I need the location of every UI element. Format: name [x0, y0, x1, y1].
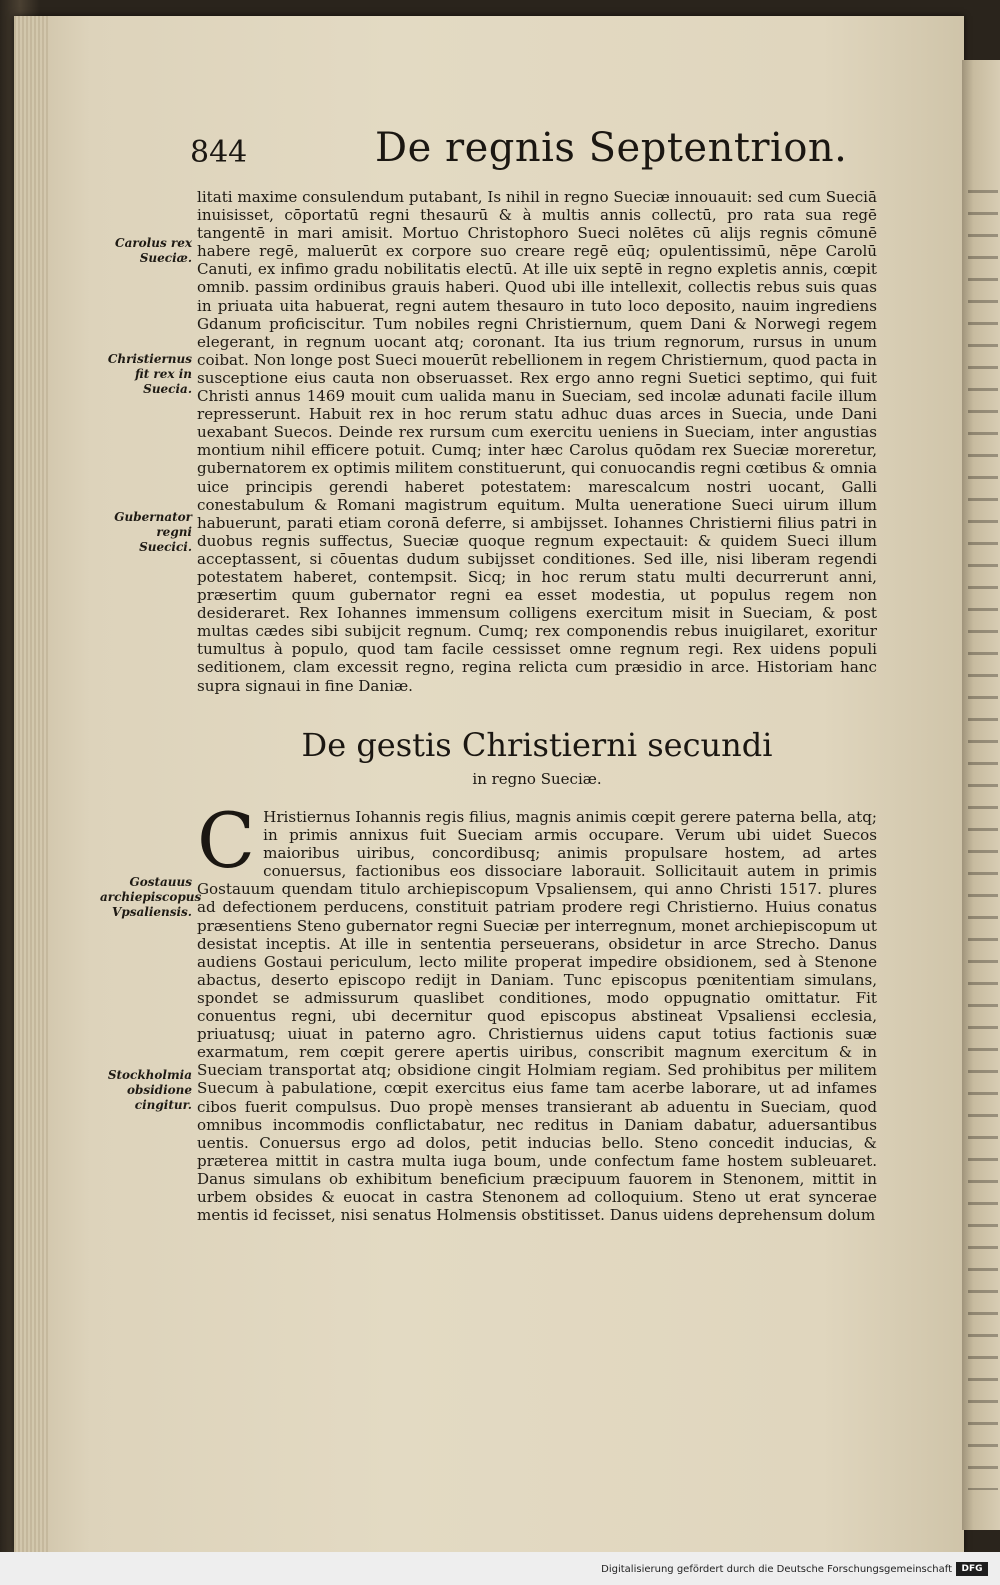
- margin-note: Gostauus archiepiscopus Vpsaliensis.: [100, 875, 202, 919]
- margin-note: Christiernus fit rex in Suecia.: [107, 352, 192, 396]
- running-title: De regnis Septentrion.: [375, 125, 848, 171]
- dfg-logo: DFG: [956, 1562, 988, 1576]
- footer-credit: Digitalisierung gefördert durch die Deutsche Forschungsgemeinschaft: [601, 1564, 952, 1575]
- facing-page-text-lines: [968, 190, 998, 1490]
- margin-note: Carolus rex Sueciæ.: [115, 236, 192, 265]
- page-header: [190, 125, 890, 185]
- page-number: 844: [190, 135, 248, 170]
- section-subheading: in regno Sueciæ.: [472, 770, 602, 788]
- paragraph-text: Hristiernus Iohannis regis filius, magnis animis cœpit gerere paterna bella, atq; in primis annixus fuit Sueciam armis occupare. Verum ubi uidet Suecos maioribus uiribus, concordibusq; animis propulsare hostem, ad artes conuersus, factionibus eos dissociare laborauit. Sollicitauit autem in primis Gostauum quendam titulo archiepiscopum Vpsaliensem, qui anno Christi 1517. plures ad defectionem perducens, constituit patriam prodere regi Christierno. Huius conatus præsentiens Steno gubernator regni Sueciæ per interregnum, monet archiepiscopum ut desistat inceptis. At ille in sententia perseuerans, obsidetur in arce Strecho. Danus audiens Gostaui periculum, lecto milite properat impedire obsidionem, sed à Stenone abactus, deserto episcopo redijt in Daniam. Tunc episcopus pœnitentiam simulans, spondet se admissurum quaslibet conditiones, modo oppugnatio omittatur. Fit conuentus regni, ubi decernitur quod episcopus abstineat Vpsaliensi ecclesia, priuatusq; uiuat in paterno agro. Christiernus uidens caput totius factionis suæ exarmatum, rem cœpit gerere apertis uiribus, conscribit magnum exercitum & in Sueciam transportat atq; obsidione cingit Holmiam regiam. Sed prohibitus per militem Suecum à pabulatione, cœpit exercitus eius fame tam acerbe laborare, ut ad infames cibos fuerit compulsus. Duo propè menses transierant ab aduentu in Sueciam, quod omnibus incommodis conflictabatur, nec reditus in Daniam dabatur, aduersantibus uentis. Conuersus ergo ad dolos, petit inducias bello. Steno concedit inducias, & præterea mittit in castra multa iuga boum, unde confectum fame hostem subleuaret. Danus simulans ob exhibitum beneficium præcipuum fauorem in Stenonem, mittit in urbem obsides & euocat in castra Stenonem ad colloquium. Steno ut erat syncerae mentis id fecisset, nisi senatus Holmensis obstitisset. Danus uidens deprehensum dolum: [197, 808, 877, 1225]
- page-edge-shading: [14, 16, 48, 1552]
- body-paragraph: [197, 796, 877, 1225]
- digitization-footer: [0, 1552, 1000, 1585]
- section-heading: De gestis Christierni secundi: [301, 726, 773, 764]
- drop-capital: C: [197, 796, 256, 885]
- body-paragraph: litati maxime consulendum putabant, Is nihil in regno Sueciæ innouauit: sed cum Sueciā inuisisset, cōportatū regni thesaurū & à multis annis collectū, pro rata sua regē tangentē in mari amisit. Mortuo Christophoro Sueci nolētes cū alijs regnis cōmunē habere regē, maluerūt ex corpore suo creare regē eūq; opulentissimū, nēpe Carolū Canuti, ex infimo gradu nobilitatis electū. At ille uix septē in regno expletis annis, cœpit omnib. passim ordinibus grauis haberi. Quod ubi ille intellexit, collectis rebus suis quas in priuata uita habuerat, regni autem thesauro in tuto loco deposito, nauim ingrediens Gdanum proficiscitur. Tum nobiles regni Christiernum, quem Dani & Norwegi regem elegerant, in regnum uocant atq; coronant. Ita ius trium regnorum, rursus in unum coibat. Non longe post Sueci mouerūt rebellionem in regem Christiernum, quod pacta in susceptione eius cauta non obseruasset. Rex ergo anno regni Suetici septimo, qui fuit Christi annus 1469 mouit cum ualida manu in Sueciam, sed incolæ adunati facile illum represserunt. Habuit rex in hoc rerum statu adhuc duas arces in Suecia, unde Dani uexabant Suecos. Deinde rex rursum cum exercitu ueniens in Sueciam, inter angustias montium nihil efficere potuit. Cumq; inter hæc Carolus quōdam rex Sueciæ moreretur, gubernatorem ex optimis militem constituerunt, qui conuocandis regni cœtibus & omnia uice principis gerendi haberet potestatem: marescalcum nostri uocant, Galli conestabulum & Romani magistrum equitum. Multa ueneratione Sueci uirum illum habuerunt, parati etiam coronā deferre, si ambijsset. Iohannes Christierni filius patri in duobus regnis suffectus, Sueciæ quoque regnum expectauit: & quidem Sueci illum acceptassent, si cōuentas dudum subijsset conditiones. Sed ille, nisi liberam regendi potestatem haberet, contempsit. Sicq; in hoc rerum statu multi decurrerunt anni, præsertim quum gubernator regni ea esset modestia, ut populus regem non desideraret. Rex Iohannes immensum colligens exercitum misit in Sueciam, & post multas cædes sibi subijcit regnum. Cumq; rex componendis rebus inuigilaret, exoritur tumultus à populo, quod tam facile cessisset omne regnum regi. Rex uidens populi seditionem, clam excessit regno, regina relicta cum præsidio in arce. Historiam hanc supra signaui in fine Daniæ.: [197, 188, 877, 695]
- margin-note: Stockholmia obsidione cingitur.: [107, 1068, 192, 1112]
- margin-note: Gubernator regni Suecici.: [114, 510, 192, 554]
